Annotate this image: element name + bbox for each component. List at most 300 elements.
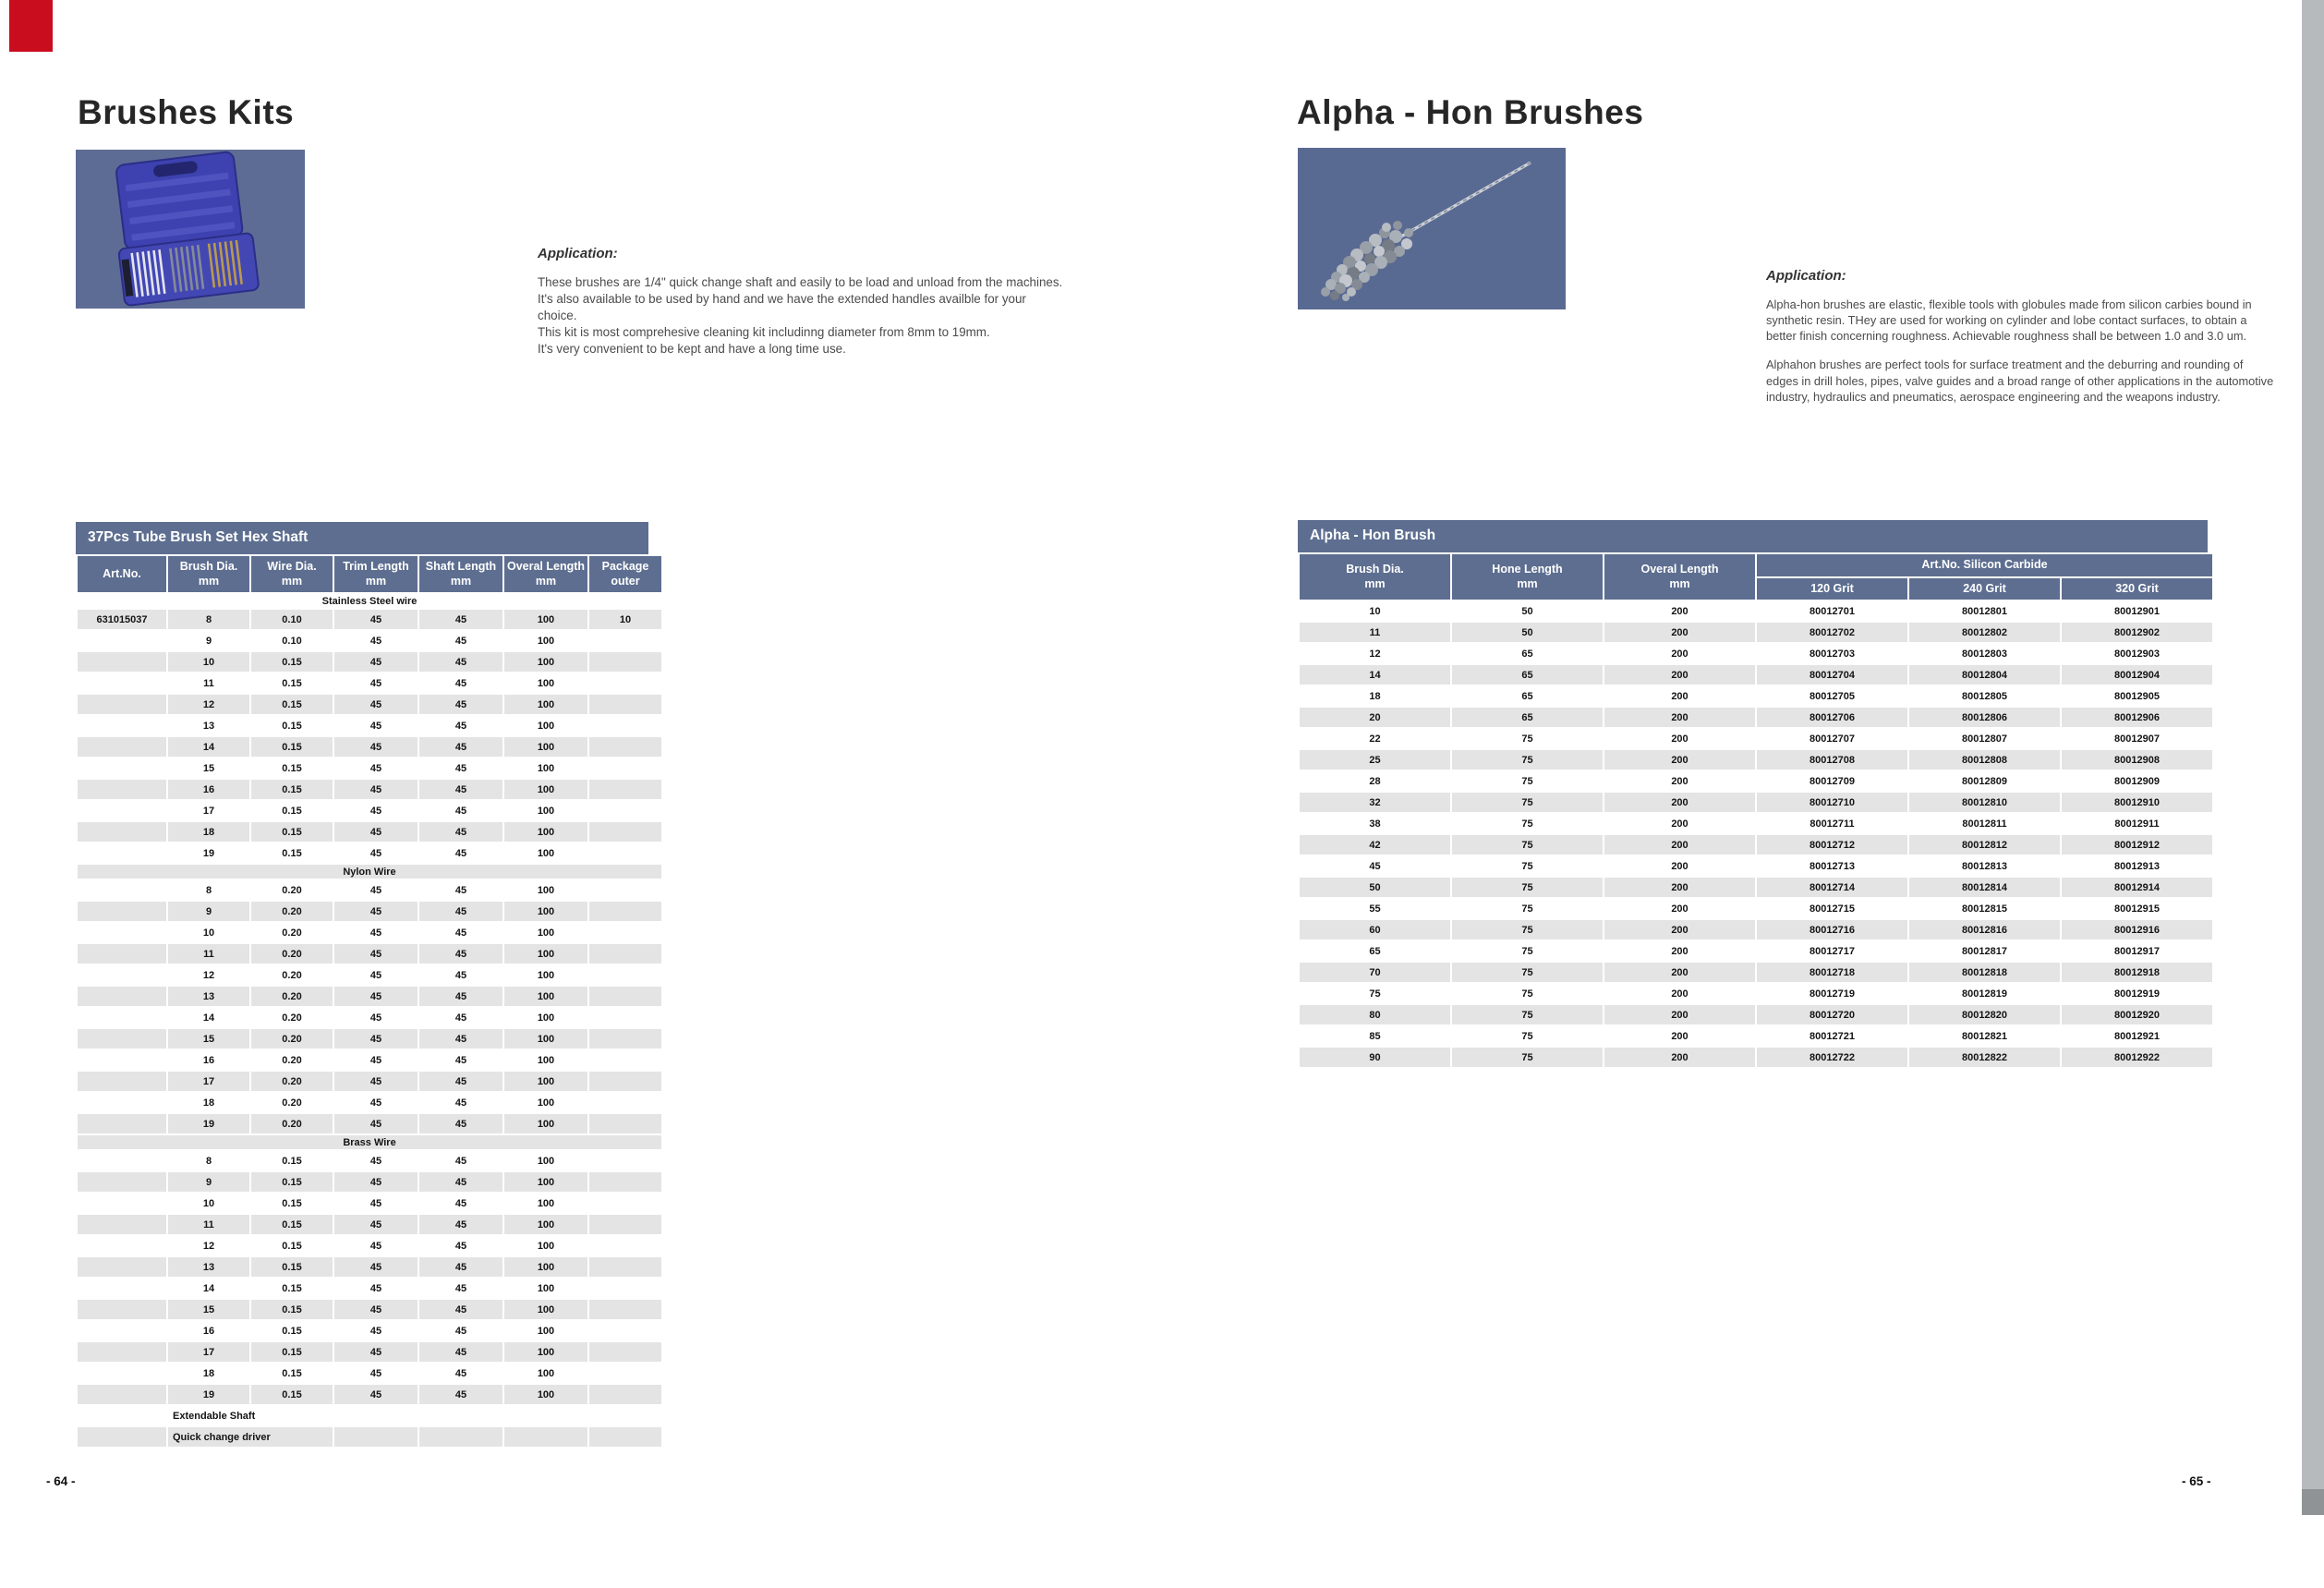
table-cell: 45 (454, 1012, 467, 1024)
left-column-header-6 (589, 556, 661, 592)
table-cell: 45 (334, 652, 418, 672)
table-cell: 0.20 (282, 884, 302, 896)
table-cell: 80012908 (2062, 750, 2212, 770)
table-row (78, 1257, 661, 1277)
table-cell: 100 (537, 847, 555, 859)
table-cell: 65 (1452, 708, 1603, 727)
column-header-line1: Trim Length (343, 560, 409, 573)
table-cell: 0.15 (251, 1257, 333, 1277)
table-cell: 200 (1671, 945, 1689, 957)
table-cell: 0.15 (251, 1172, 333, 1192)
table-cell: 75 (1521, 945, 1533, 957)
table-cell: 25 (1300, 750, 1450, 770)
column-header-line1: Wire Dia. (267, 560, 317, 573)
table-cell: 65 (1452, 665, 1603, 685)
table-row (78, 1093, 661, 1112)
page-number-left: - 64 - (46, 1474, 76, 1488)
table-cell: 90 (1300, 1048, 1450, 1067)
table-cell: 45 (454, 635, 467, 647)
table-cell: 45 (369, 1282, 382, 1294)
table-row (78, 801, 661, 820)
table-cell: 100 (504, 1385, 587, 1404)
table-cell: 631015037 (78, 610, 166, 629)
table-cell: 45 (419, 944, 502, 964)
table-cell: 45 (419, 652, 502, 672)
table-cell: 19 (168, 1114, 249, 1133)
table-cell: 45 (369, 847, 382, 859)
table-cell: 45 (369, 1325, 382, 1337)
table-cell: 75 (1452, 1048, 1603, 1067)
table-cell: 80012705 (1810, 690, 1855, 702)
table-cell (589, 652, 661, 672)
table-cell (78, 880, 166, 900)
table-cell: 70 (1300, 963, 1450, 982)
table-cell (589, 1321, 661, 1340)
table-cell: 80012817 (1962, 945, 2007, 957)
application-label-left: Application: (538, 246, 618, 261)
table-cell: 45 (369, 969, 382, 981)
table-row (1300, 984, 2212, 1003)
table-cell: 75 (1521, 860, 1533, 872)
table-cell: 45 (454, 847, 467, 859)
column-header-line2: mm (1669, 576, 1690, 590)
table-cell: 85 (1369, 1030, 1381, 1042)
table-cell (78, 1194, 166, 1213)
table-cell: 100 (537, 1012, 555, 1024)
table-cell: 75 (1452, 1005, 1603, 1024)
table-cell: 100 (504, 695, 587, 714)
table-row (1300, 1005, 2212, 1024)
table-cell (78, 1385, 166, 1404)
table-cell: 0.20 (251, 1072, 333, 1091)
application-left (538, 246, 1069, 358)
application-text-right-2: Alphahon brushes are perfect tools for surface treatment and the deburring and rounding of edges in drill holes, pipes, valve guides and a broad range of other applications in the automotive industry, hydraulics and pneumatics, aerospace engineering and the weapons industry. (1766, 358, 2274, 404)
table-cell: 200 (1604, 835, 1755, 855)
table-cell: 80012704 (1757, 665, 1907, 685)
table-cell (589, 1029, 661, 1049)
table-cell: 80012806 (1909, 708, 2060, 727)
table-cell (334, 1427, 418, 1447)
table-cell: 80012920 (2062, 1005, 2212, 1024)
table-cell: 14 (202, 1282, 215, 1294)
left-table-body (78, 594, 661, 1447)
table-cell: 100 (504, 1114, 587, 1133)
table-cell (589, 758, 661, 778)
table-cell: 45 (334, 1215, 418, 1234)
table-cell: 80012721 (1810, 1030, 1855, 1042)
table-cell: 100 (537, 1282, 555, 1294)
table-cell: 80012802 (1909, 623, 2060, 642)
table-row (78, 1300, 661, 1319)
table-cell: 100 (537, 1197, 555, 1209)
table-cell: 65 (1521, 648, 1533, 660)
table-row (1300, 814, 2212, 833)
table-cell: 45 (369, 1155, 382, 1167)
table-row (78, 843, 661, 863)
table-cell: 100 (537, 720, 555, 732)
table-cell: 100 (504, 1072, 587, 1091)
table-cell: 80012909 (2114, 775, 2160, 787)
table-row (78, 1321, 661, 1340)
table-row (78, 1172, 661, 1192)
table-cell (589, 987, 661, 1006)
table-row (1300, 601, 2212, 621)
table-cell: 8 (168, 610, 249, 629)
table-cell: 75 (1452, 793, 1603, 812)
table-cell: 45 (454, 1155, 467, 1167)
right-column-header-2 (1604, 554, 1755, 600)
table-cell: 80012801 (1962, 605, 2007, 617)
table-row (78, 1194, 661, 1213)
table-cell: 200 (1671, 860, 1689, 872)
right-column-header-0 (1300, 554, 1450, 600)
table-cell: 0.15 (282, 805, 302, 817)
table-cell: 75 (1452, 920, 1603, 939)
table-row (78, 1385, 661, 1404)
table-cell: 45 (419, 902, 502, 921)
table-cell: 200 (1604, 708, 1755, 727)
table-cell: 80012821 (1962, 1030, 2007, 1042)
table-cell: 45 (419, 737, 502, 757)
table-cell: 10 (202, 927, 215, 939)
table-cell: 0.20 (282, 1012, 302, 1024)
table-cell: 17 (202, 805, 215, 817)
table-cell: 80012803 (1962, 648, 2007, 660)
table-cell (78, 1114, 166, 1133)
table-cell (589, 843, 661, 863)
table-cell: 75 (1521, 1030, 1533, 1042)
table-cell: 65 (1521, 690, 1533, 702)
table-cell (589, 1406, 661, 1425)
table-cell: 14 (1300, 665, 1450, 685)
column-header-line2: mm (281, 574, 303, 588)
table-cell (78, 1072, 166, 1091)
table-cell: 11 (168, 1215, 249, 1234)
table-cell: 80012719 (1810, 988, 1855, 1000)
application-text-left-1: These brushes are 1/4" quick change shaft and easily to be load and unload from the machines. It's also available to be used by hand and we have the extended handles availble for your choice. (538, 275, 1063, 322)
table-cell: 100 (537, 677, 555, 689)
application-text-left-3: It's very convenient to be kept and have a long time use. (538, 341, 846, 356)
table-row (1300, 644, 2212, 663)
table-cell (78, 1093, 166, 1112)
table-cell: 80012706 (1757, 708, 1907, 727)
table-cell: 15 (202, 762, 215, 774)
table-cell: 0.20 (282, 927, 302, 939)
grit-column-header-2: 320 Grit (2062, 578, 2212, 600)
table-cell: 0.15 (282, 847, 302, 859)
table-cell: 80012918 (2062, 963, 2212, 982)
table-row (1300, 729, 2212, 748)
application-label-right: Application: (1766, 268, 1846, 284)
page-number-right: - 65 - (2182, 1474, 2211, 1488)
table-cell: 13 (168, 1257, 249, 1277)
table-cell: 45 (454, 969, 467, 981)
table-cell: 80012903 (2114, 648, 2160, 660)
table-cell (78, 1257, 166, 1277)
table-cell (589, 1072, 661, 1091)
table-cell: 100 (504, 1172, 587, 1192)
left-table-header (78, 556, 661, 592)
table-cell: 45 (1369, 860, 1381, 872)
table-cell: 18 (168, 822, 249, 842)
table-cell: 14 (168, 737, 249, 757)
table-cell (504, 1427, 587, 1447)
table-cell: 45 (334, 1072, 418, 1091)
table-cell: 200 (1671, 1030, 1689, 1042)
table-cell: 80012812 (1909, 835, 2060, 855)
table-cell: 38 (1369, 818, 1381, 830)
table-cell: 80012811 (1962, 818, 2007, 830)
table-cell: 32 (1300, 793, 1450, 812)
right-edge-bar-tip (2302, 1489, 2324, 1515)
table-cell: 100 (537, 1240, 555, 1252)
table-cell: 80012913 (2114, 860, 2160, 872)
table-cell: 75 (1452, 835, 1603, 855)
table-row (78, 880, 661, 900)
table-cell: 80012916 (2062, 920, 2212, 939)
table-cell: 80012710 (1757, 793, 1907, 812)
table-row (78, 923, 661, 942)
table-cell: 8 (205, 884, 212, 896)
table-cell: 100 (504, 902, 587, 921)
table-cell: 200 (1671, 690, 1689, 702)
table-cell: 45 (334, 1257, 418, 1277)
table-cell (589, 822, 661, 842)
left-table-title: 37Pcs Tube Brush Set Hex Shaft (76, 522, 648, 554)
table-cell: 45 (454, 884, 467, 896)
table-cell: 75 (1521, 903, 1533, 915)
column-header-line2: mm (1517, 576, 1538, 590)
table-cell (589, 1257, 661, 1277)
hon-brush-table (1298, 552, 2214, 1069)
table-cell: 80012804 (1909, 665, 2060, 685)
table-cell (589, 1215, 661, 1234)
table-cell (504, 1406, 587, 1425)
table-cell: 65 (1369, 945, 1381, 957)
table-cell: 19 (168, 1385, 249, 1404)
table-row (78, 652, 661, 672)
section-label-row (78, 594, 661, 608)
table-row (78, 987, 661, 1006)
table-cell: 100 (537, 884, 555, 896)
table-cell: 12 (1369, 648, 1381, 660)
table-cell: 75 (1452, 963, 1603, 982)
column-header-line2: mm (535, 574, 557, 588)
table-cell (78, 1342, 166, 1362)
table-cell: 45 (369, 635, 382, 647)
table-row (1300, 771, 2212, 791)
table-cell: 11 (168, 944, 249, 964)
table-cell: 45 (334, 1342, 418, 1362)
table-cell (589, 1151, 661, 1170)
table-row (1300, 708, 2212, 727)
table-cell: 45 (334, 1114, 418, 1133)
table-cell: 45 (334, 1172, 418, 1192)
table-cell (78, 1427, 166, 1447)
table-cell (589, 1194, 661, 1213)
table-cell: 45 (419, 695, 502, 714)
table-row (78, 944, 661, 964)
silicon-carbide-span-header: Art.No. Silicon Carbide (1757, 554, 2212, 576)
section-label: Nylon Wire (78, 865, 661, 879)
table-cell: 0.20 (251, 944, 333, 964)
table-cell: 80012717 (1810, 945, 1855, 957)
table-cell: 45 (369, 677, 382, 689)
table-cell: 80012813 (1962, 860, 2007, 872)
table-cell (589, 1008, 661, 1027)
table-cell: 20 (1300, 708, 1450, 727)
table-cell: 80012901 (2114, 605, 2160, 617)
table-cell: 13 (202, 720, 215, 732)
table-cell: 100 (504, 1300, 587, 1319)
column-header-line2: outer (611, 574, 640, 588)
table-cell: 80012722 (1757, 1048, 1907, 1067)
table-cell: 45 (369, 884, 382, 896)
table-row (78, 1279, 661, 1298)
table-row (78, 780, 661, 799)
table-cell: 200 (1604, 623, 1755, 642)
table-cell: 80012709 (1810, 775, 1855, 787)
table-cell: 9 (205, 635, 212, 647)
table-cell: 45 (334, 987, 418, 1006)
table-row (78, 1342, 661, 1362)
table-cell: 45 (454, 1367, 467, 1379)
table-cell: 200 (1604, 665, 1755, 685)
table-cell: 80012718 (1757, 963, 1907, 982)
table-cell: 80012815 (1962, 903, 2007, 915)
table-cell: 0.15 (251, 737, 333, 757)
table-cell (589, 673, 661, 693)
table-cell: 80012805 (1962, 690, 2007, 702)
table-cell (78, 1215, 166, 1234)
table-row (1300, 623, 2212, 642)
table-cell (589, 1300, 661, 1319)
table-cell: 42 (1300, 835, 1450, 855)
table-cell (78, 1279, 166, 1298)
table-row (1300, 750, 2212, 770)
table-cell: 0.15 (282, 1282, 302, 1294)
column-header-line2: mm (450, 574, 472, 588)
table-cell (589, 1050, 661, 1070)
table-cell: 12 (168, 695, 249, 714)
table-cell: 0.15 (251, 822, 333, 842)
table-cell: 100 (504, 1257, 587, 1277)
table-cell: 10 (589, 610, 661, 629)
table-cell: 45 (334, 1029, 418, 1049)
table-cell: 80012914 (2062, 878, 2212, 897)
table-cell: 80012822 (1909, 1048, 2060, 1067)
table-row (78, 1050, 661, 1070)
table-cell: 0.15 (251, 1385, 333, 1404)
table-cell: 45 (454, 1197, 467, 1209)
table-cell: 16 (202, 1054, 215, 1066)
table-cell: 100 (537, 1367, 555, 1379)
table-row (78, 902, 661, 921)
table-cell: 45 (369, 927, 382, 939)
table-cell: 75 (1452, 750, 1603, 770)
column-header-line2: mm (198, 574, 220, 588)
table-cell: 45 (454, 677, 467, 689)
column-header-line1: Overal Length (1640, 563, 1719, 576)
table-cell: 16 (168, 780, 249, 799)
table-cell: 0.15 (282, 762, 302, 774)
table-cell: 100 (504, 1342, 587, 1362)
table-cell: 80012810 (1909, 793, 2060, 812)
table-cell: 0.15 (282, 677, 302, 689)
table-cell: 100 (537, 1054, 555, 1066)
table-cell: 45 (419, 1029, 502, 1049)
table-cell: 45 (369, 1097, 382, 1109)
table-cell: 80012919 (2114, 988, 2160, 1000)
table-cell: 80012716 (1757, 920, 1907, 939)
table-cell: 0.15 (282, 1197, 302, 1209)
table-cell: 45 (419, 610, 502, 629)
table-cell: 100 (537, 762, 555, 774)
table-cell: 45 (454, 1097, 467, 1109)
table-row (1300, 899, 2212, 918)
table-cell: 200 (1604, 963, 1755, 982)
left-table-header-row (78, 556, 661, 592)
column-header-line1: Brush Dia. (179, 560, 238, 573)
table-cell: 100 (537, 1097, 555, 1109)
table-footer-row (78, 1427, 661, 1447)
table-cell: 80012807 (1962, 733, 2007, 745)
table-cell: 0.15 (282, 1325, 302, 1337)
right-column-header-1 (1452, 554, 1603, 600)
column-header-line1: Hone Length (1492, 563, 1563, 576)
table-cell: 75 (1521, 733, 1533, 745)
table-cell: 22 (1369, 733, 1381, 745)
column-header-line2: mm (365, 574, 387, 588)
table-cell (589, 780, 661, 799)
table-cell: 100 (537, 1325, 555, 1337)
table-row (1300, 1048, 2212, 1067)
table-cell (78, 780, 166, 799)
table-cell: 80012912 (2062, 835, 2212, 855)
table-cell: 100 (504, 1029, 587, 1049)
table-cell (78, 965, 166, 985)
left-column-header-4 (419, 556, 502, 592)
table-cell: 80012701 (1810, 605, 1855, 617)
table-cell: 200 (1671, 733, 1689, 745)
table-cell (589, 716, 661, 735)
table-cell: 200 (1671, 818, 1689, 830)
table-cell: 45 (334, 610, 418, 629)
table-row (78, 716, 661, 735)
table-cell: 80012707 (1810, 733, 1855, 745)
hon-brush-photo-illustration (1298, 148, 1566, 309)
table-cell (589, 1279, 661, 1298)
table-cell: 80012720 (1757, 1005, 1907, 1024)
table-row (78, 965, 661, 985)
table-cell: 45 (369, 1197, 382, 1209)
page-title-right: Alpha - Hon Brushes (1297, 92, 1644, 131)
table-cell: 45 (454, 1282, 467, 1294)
table-cell: 0.15 (251, 780, 333, 799)
table-cell: 45 (454, 927, 467, 939)
table-cell: 45 (419, 1215, 502, 1234)
table-cell: 0.10 (282, 635, 302, 647)
table-cell (589, 1364, 661, 1383)
table-cell: 17 (168, 1072, 249, 1091)
section-label: Stainless Steel wire (321, 595, 418, 607)
table-cell: 200 (1671, 903, 1689, 915)
section-label: Brass Wire (78, 1135, 661, 1149)
table-cell: 45 (419, 1257, 502, 1277)
table-cell: 45 (369, 720, 382, 732)
table-cell: 45 (419, 1114, 502, 1133)
table-cell: 100 (504, 1215, 587, 1234)
